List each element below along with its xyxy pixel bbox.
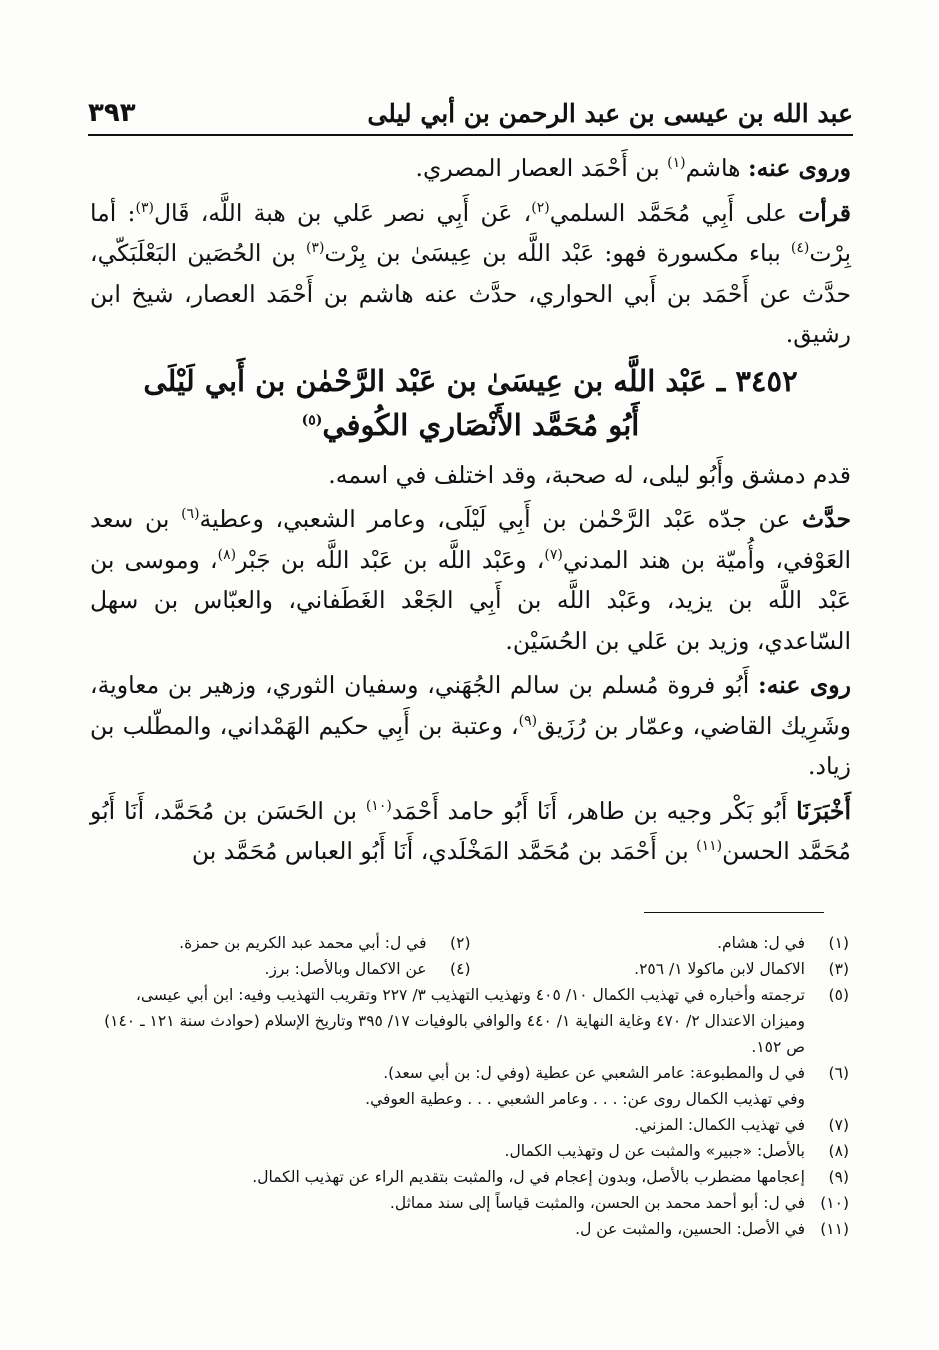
paragraph-lead: حدَّث <box>802 505 852 533</box>
footnote-number: (٤) <box>450 960 471 978</box>
text-run: ، وعَبْد اللَّه بن عَبْد اللَّه بن جَبْر <box>236 545 545 574</box>
footnote-ref: (١١) <box>696 838 723 855</box>
footnote-ref: (٣) <box>305 240 325 257</box>
footnote-ref: (٦) <box>181 506 200 523</box>
paragraph-lead: وروى عنه: <box>747 154 851 182</box>
footnote-number: (٩) <box>828 1168 849 1186</box>
entry-heading-line2: أَبُو مُحَمَّد الأَنْصَاري الكُوفي <box>322 407 640 442</box>
text-run: بن أَحْمَد بن مُحَمَّد المَخْلَدي، أَنَا أَبُو العباس مُحَمَّد بن <box>191 837 697 865</box>
footnote-4 <box>92 956 471 982</box>
footnote-row <box>92 930 849 956</box>
paragraph-narrators <box>90 148 851 189</box>
text-run: ، وموسى بن عَبْد اللَّه بن يزيد، وعَبْد اللَّه بن أَبِي الجَعْد الغَطَفاني، والعبّاس بن سهل السّاعدي، وزيد بن عَلي بن الحُسَيْن. <box>90 545 851 655</box>
paragraph-isnad <box>90 791 851 872</box>
footnote-number: (١٠) <box>820 1194 849 1212</box>
text-run: بن سعد العَوْفي، وأُميّة بن هند المدني <box>90 505 852 574</box>
footnote-8 <box>92 1138 849 1164</box>
footnote-number: (١١) <box>820 1220 849 1238</box>
paragraph-intro: قدم دمشق وأَبُو ليلى، له صحبة، وقد اختلف في اسمه. <box>328 460 851 489</box>
footnote-5 <box>92 982 849 1060</box>
footnote-text: عن الاكمال وبالأصل: برز. <box>264 960 427 978</box>
footnote-text: ترجمته وأخباره في تهذيب الكمال ١٠/ ٤٠٥ وتهذيب التهذيب ٣/ ٢٢٧ وتقريب التهذيب وفيه: ابن أبي عيسى، وميزان الاعتدال ٢/ ٤٧٠ وغاية النهاية ١/ ٤٤٠ والوافي بالوفيات ١٧/ ٣٩٥ وتاريخ الإسلام (حوادث سنة ١٢١ ـ ١٤٠) ص ١٥٢. <box>104 986 805 1056</box>
entry-heading-line1: ٣٤٥٢ ـ عَبْد اللَّه بن عِيسَىٰ بن عَبْد الرَّحْمٰن بن أَبي لَيْلَى <box>143 363 798 398</box>
footnote-text: في ل والمطبوعة: عامر الشعبي عن عطية (وفي ل: بن أبي سعد). <box>383 1064 805 1082</box>
footnote-number: (٢) <box>450 934 471 952</box>
footnote-row <box>92 956 849 982</box>
footnotes <box>92 930 849 1242</box>
footnote-text: في ل: أبو أحمد محمد بن الحسن، والمثبت قياساً إلى سند مماثل. <box>389 1194 805 1212</box>
footnote-ref: (١) <box>667 155 686 172</box>
footnote-9 <box>92 1164 849 1190</box>
paragraph-lead: قرأت <box>798 198 851 227</box>
footnote-ref: (٧) <box>544 546 563 563</box>
footnote-text: في تهذيب الكمال: المزني. <box>634 1116 805 1134</box>
text-run: بباء مكسورة فهو: عَبْد اللَّه بن عِيسَىٰ بن بِرْت <box>324 239 791 267</box>
text-run: : أما بِرْت <box>90 198 851 267</box>
text-run: ، وعتبة بن أَبِي حكيم الهَمْداني، والمطّلب بن زياد. <box>90 711 851 780</box>
footnote-number: (٣) <box>828 960 849 978</box>
footnote-ref: (٨) <box>217 546 237 563</box>
paragraph-transmitted <box>90 499 851 661</box>
footnote-number: (٥) <box>828 986 849 1004</box>
footnote-2 <box>92 930 471 956</box>
footnote-separator <box>644 912 824 913</box>
footnote-ref: (٩) <box>518 712 538 729</box>
footnote-text: في ل: أبي محمد عبد الكريم بن حمزة. <box>179 934 427 952</box>
running-title: عبد الله بن عيسى بن عبد الرحمن بن أبي ليلى <box>367 99 853 128</box>
footnote-7 <box>92 1112 849 1138</box>
text-run: أَبُو فروة مُسلم بن سالم الجُهَني، وسفيان الثوري، وزهير بن معاوية، وشَرِيك القاضي، وعمّار بن رُزَيق <box>90 671 852 740</box>
footnote-number: (١) <box>828 934 849 952</box>
footnote-number: (٨) <box>828 1142 849 1160</box>
footnote-ref: (٣) <box>135 199 154 216</box>
footnote-ref: (٥) <box>301 411 323 428</box>
footnote-text: إعجامها مضطرب بالأصل، وبدون إعجام في ل، والمثبت بتقديم الراء عن تهذيب الكمال. <box>252 1168 805 1186</box>
footnote-number: (٧) <box>828 1116 849 1134</box>
paragraph-reading <box>90 193 851 355</box>
main-text <box>90 148 851 872</box>
paragraph-lead: أَخْبَرَنَا <box>796 796 851 825</box>
paragraph-students <box>90 665 851 787</box>
entry-heading <box>90 359 851 447</box>
footnote-6 <box>92 1060 849 1086</box>
text-run: بن أَحْمَد العصار المصري. <box>415 154 668 182</box>
text-run: بن الحَسَن بن مُحَمَّد، أَنَا أَبُو مُحَمَّد الحسن <box>90 796 851 865</box>
footnote-text: بالأصل: «جبير» والمثبت عن ل وتهذيب الكمال. <box>504 1142 805 1160</box>
footnote-text: في ل: هشام. <box>717 934 805 952</box>
text-run: ، عَن أَبِي نصر عَلي بن هبة اللَّه، قَال <box>153 198 532 227</box>
text-run: هاشم <box>685 154 748 182</box>
text-run: بن الحُصَين البَعْلَبَكّي، حدَّث عن أَحْمَد بن أَبي الحواري، حدَّث عنه هاشم بن أَحْمَد العصار، شيخ ابن رشيق. <box>90 239 851 348</box>
paragraph-lead: روى عنه: <box>758 671 851 699</box>
footnote-11 <box>92 1216 849 1242</box>
footnote-text: في الأصل: الحسين، والمثبت عن ل. <box>575 1220 805 1238</box>
text-run: على أَبِي مُحَمَّد السلمي <box>549 198 799 227</box>
footnote-1 <box>471 930 850 956</box>
footnote-text: الاكمال لابن ماكولا ١/ ٢٥٦. <box>634 960 805 978</box>
footnote-ref: (٤) <box>790 240 810 257</box>
footnote-10 <box>92 1190 849 1216</box>
footnote-ref: (١٠) <box>365 797 392 814</box>
page-number: ٣٩٣ <box>88 98 136 128</box>
footnote-ref: (٢) <box>531 199 550 216</box>
footnote-6-continued: وفي تهذيب الكمال روى عن: . . . وعامر الشعبي . . . وعطية العوفي. <box>365 1090 805 1108</box>
text-run: عن جدّه عَبْد الرَّحْمٰن بن أَبِي لَيْلَى، وعامر الشعبي، وعطية <box>199 505 803 533</box>
page-header <box>88 88 853 136</box>
footnote-number: (٦) <box>828 1064 849 1082</box>
text-run: أَبُو بَكْر وجيه بن طاهر، أَنَا أَبُو حامد أَحْمَد <box>391 796 797 825</box>
footnote-3 <box>471 956 850 982</box>
